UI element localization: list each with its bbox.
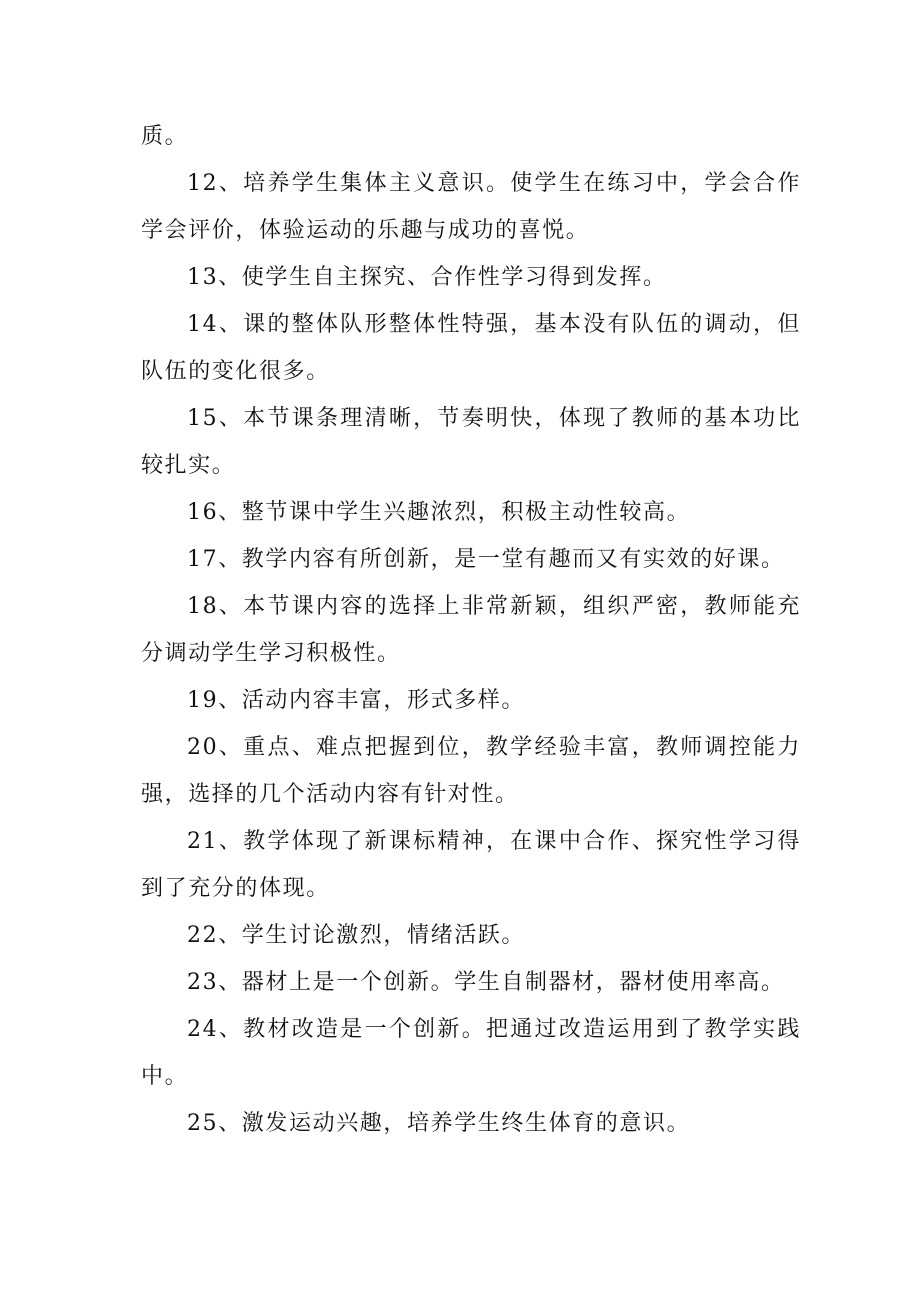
paragraph-13: 13、使学生自主探究、合作性学习得到发挥。 xyxy=(187,265,667,290)
paragraph-25: 25、激发运动兴趣，培养学生终生体育的意识。 xyxy=(187,1111,691,1136)
paragraph-23: 23、器材上是一个创新。学生自制器材，器材使用率高。 xyxy=(187,970,785,995)
paragraph-17: 17、教学内容有所创新，是一堂有趣而又有实效的好课。 xyxy=(187,547,785,572)
paragraph-16: 16、整节课中学生兴趣浓烈，积极主动性较高。 xyxy=(187,500,691,525)
document-body xyxy=(141,113,801,1147)
paragraph-18: 18、本节课内容的选择上非常新颖，组织严密，教师能充分调动学生学习积极性。 xyxy=(141,594,801,666)
paragraph-20: 20、重点、难点把握到位，教学经验丰富，教师调控能力强，选择的几个活动内容有针对性。 xyxy=(141,735,801,807)
paragraph-14: 14、课的整体队形整体性特强，基本没有队伍的调动，但队伍的变化很多。 xyxy=(141,312,801,384)
paragraph-15: 15、本节课条理清晰，节奏明快，体现了教师的基本功比较扎实。 xyxy=(141,406,801,478)
paragraph-continuation: 质。 xyxy=(141,124,189,149)
paragraph-19: 19、活动内容丰富，形式多样。 xyxy=(187,688,525,713)
paragraph-24: 24、教材改造是一个创新。把通过改造运用到了教学实践中。 xyxy=(141,1017,801,1089)
paragraph-12: 12、培养学生集体主义意识。使学生在练习中，学会合作学会评价，体验运动的乐趣与成功的喜悦。 xyxy=(141,171,801,243)
paragraph-22: 22、学生讨论激烈，情绪活跃。 xyxy=(187,923,525,948)
paragraph-21: 21、教学体现了新课标精神，在课中合作、探究性学习得到了充分的体现。 xyxy=(141,829,801,901)
